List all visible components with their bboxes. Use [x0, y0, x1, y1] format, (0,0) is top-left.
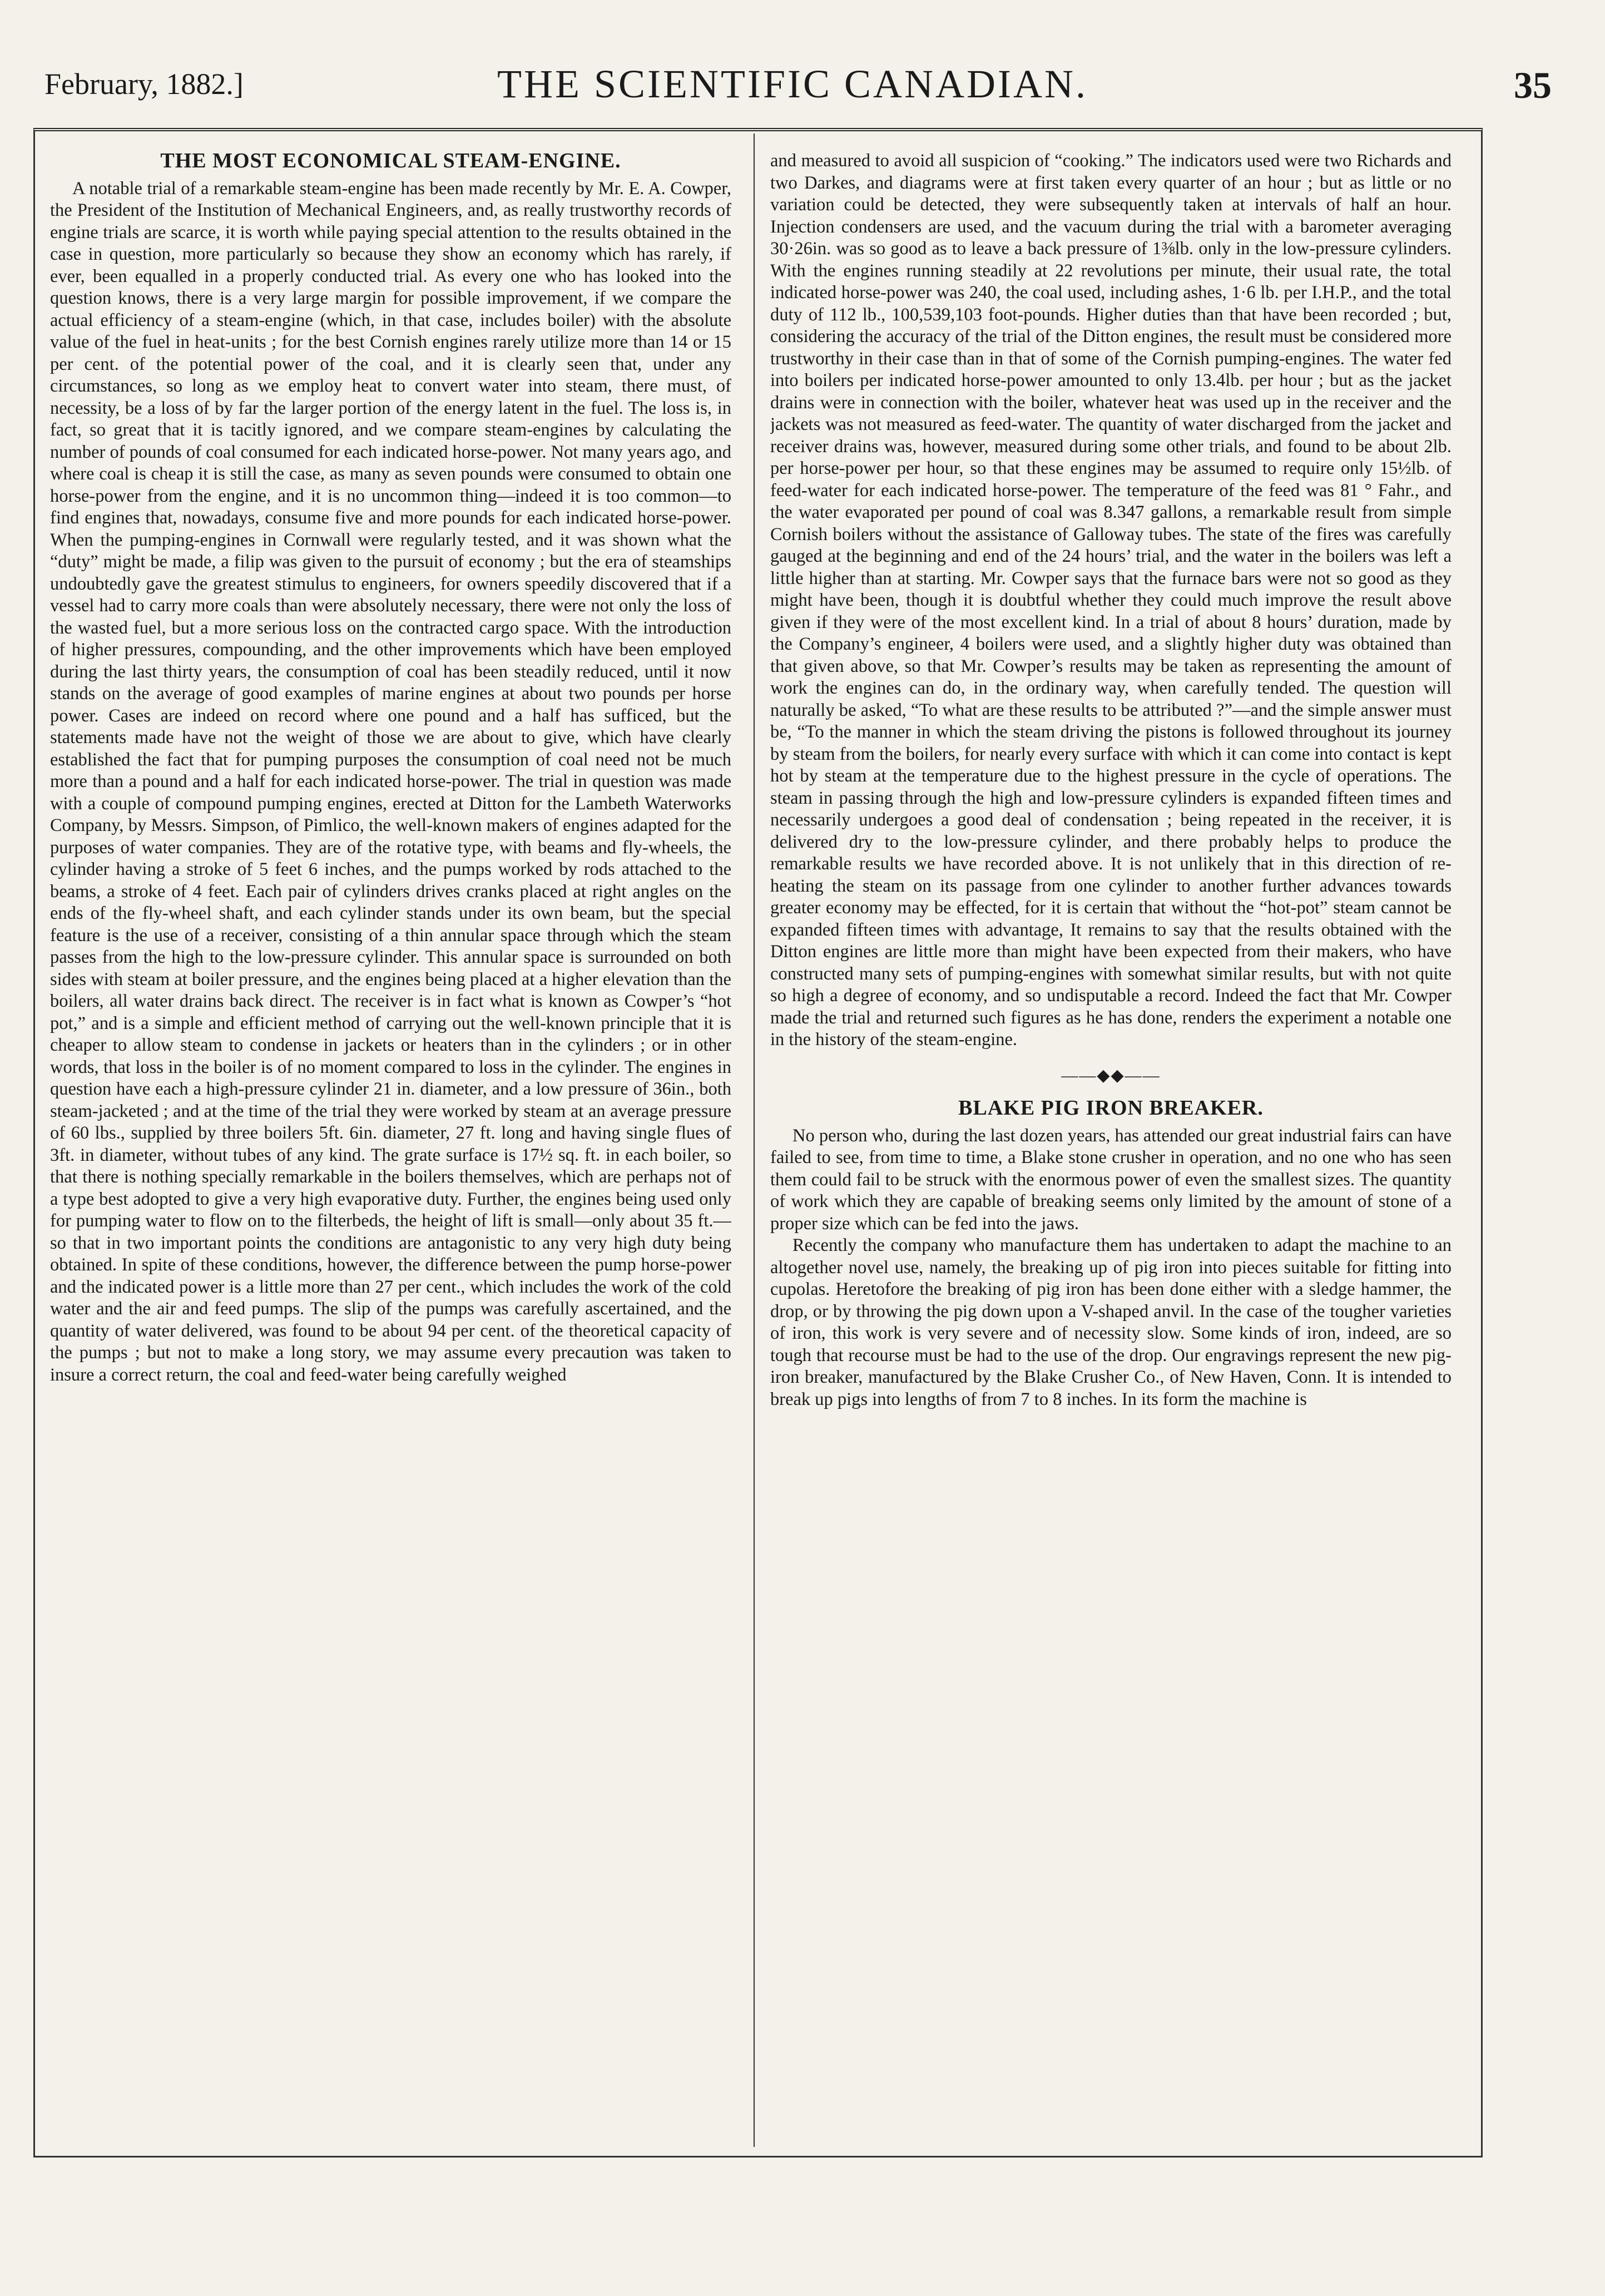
publication-title: THE SCIENTIFIC CANADIAN. — [497, 62, 1088, 106]
article-paragraph: Recently the company who manufacture them has undertaken to adapt the machine to an altogether novel use, namely, the breaking up of pig iron into pieces suitable for fitting into cupolas. Heretofore the breaking of pig iron has been done either with a sledge hammer, the drop, or by throwing the pig down upon a V-shaped anvil. In the case of the tougher varieties of iron, this work is very severe and of necessity slow. Some kinds of iron, indeed, are so tough that recourse must be had to the use of the drop. Our engravings represent the new pig-iron breaker, manufactured by the Blake Crusher Co., of New Haven, Conn. It is intended to break up pigs into lengths of from 7 to 8 inches. In its form the machine is — [770, 1235, 1452, 1409]
article-title-pig-iron-breaker: BLAKE PIG IRON BREAKER. — [958, 1096, 1264, 1120]
article-title-steam-engine: THE MOST ECONOMICAL STEAM-ENGINE. — [160, 149, 621, 172]
right-column — [770, 139, 1452, 2141]
issue-date: February, 1882.] — [44, 67, 244, 101]
article-body-steam-engine-part1: A notable trial of a remarkable steam-engine has been made recently by Mr. E. A. Cowper, the President of the Institution of Mechanical Engineers, and, as really trustworthy records of engine trials are scarce, it is worth while paying special attention to the results obtained in the case in question, more particularly so because they show an economy which has rarely, if ever, been equalled in a properly conducted trial. As every one who has looked into the question knows, there is a very large margin for possible improvement, if we compare the actual efficiency of a steam-engine (which, in that case, includes boiler) with the absolute value of the fuel in heat-units ; for the best Cornish engines rarely utilize more than 14 or 15 per cent. of the potential power of the coal, and it is clearly seen that, under any circumstances, so long as we employ heat to convert water into steam, there must, of necessity, be a loss of by far the larger portion of the energy latent in the fuel. The loss is, in fact, so great that it is tacitly ignored, and we compare steam-engines by calculating the number of pounds of coal consumed for each indicated horse-power. Not many years ago, and where coal is cheap it is still the case, as many as seven pounds were consumed to obtain one horse-power from the engine, and it is no uncommon thing—indeed it is too common—to find engines that, nowadays, consume five and more pounds for each indicated horse-power. When the pumping-engines in Cornwall were regularly tested, and it was shown what the “duty” might be made, a filip was given to the pursuit of economy ; but the era of steamships undoubtedly gave the greatest stimulus to engineers, for owners speedily discovered that if a vessel had to carry more coals than were absolutely necessary, there were not only the loss of the wasted fuel, but a more serious loss on the contracted cargo space. With the introduction of higher pressures, compounding, and the other improvements which have been employed during the last thirty years, the consumption of coal has been steadily reduced, until it now stands on the average of good examples of marine engines at about two pounds per horse power. Cases are indeed on record where one pound and a half has sufficed, but the statements made have not the weight of those we are about to give, which have clearly established the fact that for pumping purposes the consumption of coal need not be much more than a pound and a half for each indicated horse-power. The trial in question was made with a couple of compound pumping engines, erected at Ditton for the Lambeth Waterworks Company, by Messrs. Simpson, of Pimlico, the well-known makers of engines adapted for the purposes of water companies. They are of the rotative type, with beams and fly-wheels, the cylinder having a stroke of 5 feet 6 inches, and the pumps worked by rods attached to the beams, a stroke of 4 feet. Each pair of cylinders drives cranks placed at right angles on the ends of the fly-wheel shaft, and each cylinder stands under its own beam, but the special feature is the use of a receiver, consisting of a thin annular space through which the steam passes from the high to the low-pressure cylinder. This annular space is surrounded on both sides with steam at boiler pressure, and the engines being placed at a higher elevation than the boilers, all water drains back direct. The receiver is in fact what is known as Cowper’s “hot pot,” and is a simple and efficient method of carrying out the well-known principle that it is cheaper to allow steam to condense in jackets or heaters than in the cylinders ; or in other words, that loss in the boiler is of no moment compared to loss in the cylinder. The engines in question have each a high-pressure cylinder 21 in. diameter, and a low pressure of 36in., both steam-jacketed ; and at the time of the trial they were worked by steam at an average pressure of 60 lbs., supplied by three boilers 5ft. 6in. diameter, 27 ft. long and having single flues of 3ft. in diameter, without tubes of any kind. The grate surface is 17½ sq. ft. in each boiler, so that there is nothing specially remarkable in the boilers themselves, which are perhaps not of a type best adopted to give a very high evaporative duty. Further, the engines being used only for pumping water to flow on to the filterbeds, the height of lift is small—only about 35 ft.—so that in two important points the conditions are antagonistic to any very high duty being obtained. In spite of these conditions, however, the difference between the pump horse-power and the indicated power is a little more than 27 per cent., which includes the work of the cold water and the air and feed pumps. The slip of the pumps was carefully ascertained, and the quantity of water delivered, was found to be about 94 per cent. of the theoretical capacity of the pumps ; but not to make a long story, we may assume every precaution was taken to insure a correct return, the coal and feed-water being carefully weighed — [50, 178, 731, 1385]
article-body-steam-engine-part2: and measured to avoid all suspicion of “cooking.” The indicators used were two Richards and two Darkes, and diagrams were at first taken every quarter of an hour ; but as little or no variation could be detected, they were subsequently taken at intervals of half an hour. Injection condensers are used, and the vacuum during the trial with a barometer averaging 30·26in. was so good as to leave a back pressure of 1⅜lb. only in the low-pressure cylinders. With the engines running steadily at 22 revolutions per minute, their usual rate, the total indicated horse-power was 240, the coal used, including ashes, 1·6 lb. per I.H.P., and the total duty of 112 lb., 100,539,103 foot-pounds. Higher duties than that have been recorded ; but, considering the accuracy of the trial of the Ditton engines, the result must be considered more trustworthy in their case than in that of some of the Cornish pumping-engines. The water fed into boilers per indicated horse-power amounted to only 13.4lb. per hour ; but as the jacket drains were in connection with the boiler, whatever heat was used up in the receiver and the jackets was not measured as feed-water. The quantity of water discharged from the jacket and receiver drains was, however, measured during some other trials, and found to be about 2lb. per horse-power per hour, so that these engines may be assumed to require only 15½lb. of feed-water for each indicated horse-power. The temperature of the feed was 81 ° Fahr., and the water evaporated per pound of coal was 8.347 gallons, a remarkable result from simple Cornish boilers without the assistance of Galloway tubes. The state of the fires was carefully gauged at the beginning and end of the 24 hours’ trial, and the water in the boilers was left a little higher than at starting. Mr. Cowper says that the furnace bars were not so good as they might have been, though it is doubtful whether they could much improve the result above given if they were of the most excellent kind. In a trial of about 8 hours’ duration, made by the Company’s engineer, 4 boilers were used, and a slightly higher duty was obtained than that given above, so that Mr. Cowper’s results may be taken as representing the amount of work the engines can do, in the ordinary way, when carefully tended. The question will naturally be asked, “To what are these results to be attributed ?”—and the simple answer must be, “To the manner in which the steam driving the pistons is followed throughout its journey by steam from the boilers, for nearly every surface with which it can come into contact is kept hot by steam at the temperature due to the highest pressure in the cycle of operations. The steam in passing through the high and low-pressure cylinders is expanded fifteen times and necessarily undergoes a good deal of condensation ; being repeated in the receiver, it is delivered dry to the low-pressure cylinder, and there probably helps to produce the remarkable results we have recorded above. It is not unlikely that in this direction of re-heating the steam on its passage from one cylinder to another further advances towards greater economy may be effected, for it is certain that without the “hot-pot” steam cannot be expanded fifteen times with advantage, It remains to say that the results obtained with the Ditton engines are little more than might have been expected from their makers, who have constructed many sets of pumping-engines with somewhat similar results, but with not quite so high a degree of economy, and so undisputable a record. Indeed the fact that Mr. Cowper made the trial and returned such figures as he has done, renders the experiment a notable one in the history of the steam-engine. — [770, 151, 1452, 1050]
article-divider: ——◆◆—— — [1061, 1066, 1161, 1085]
running-head — [33, 61, 1552, 111]
page-number: 35 — [1514, 64, 1552, 106]
column-rule — [754, 133, 755, 2147]
article-paragraph: No person who, during the last dozen years, has attended our great industrial fairs can have failed to see, from time to time, a Blake stone crusher in operation, and no one who has seen them could fail to be struck with the enormous power of even the smallest sizes. The quantity of work which they are capable of breaking seems only limited by the amount of stone of a proper size which can be fed into the jaws. — [770, 1125, 1452, 1234]
left-column — [50, 139, 731, 2141]
